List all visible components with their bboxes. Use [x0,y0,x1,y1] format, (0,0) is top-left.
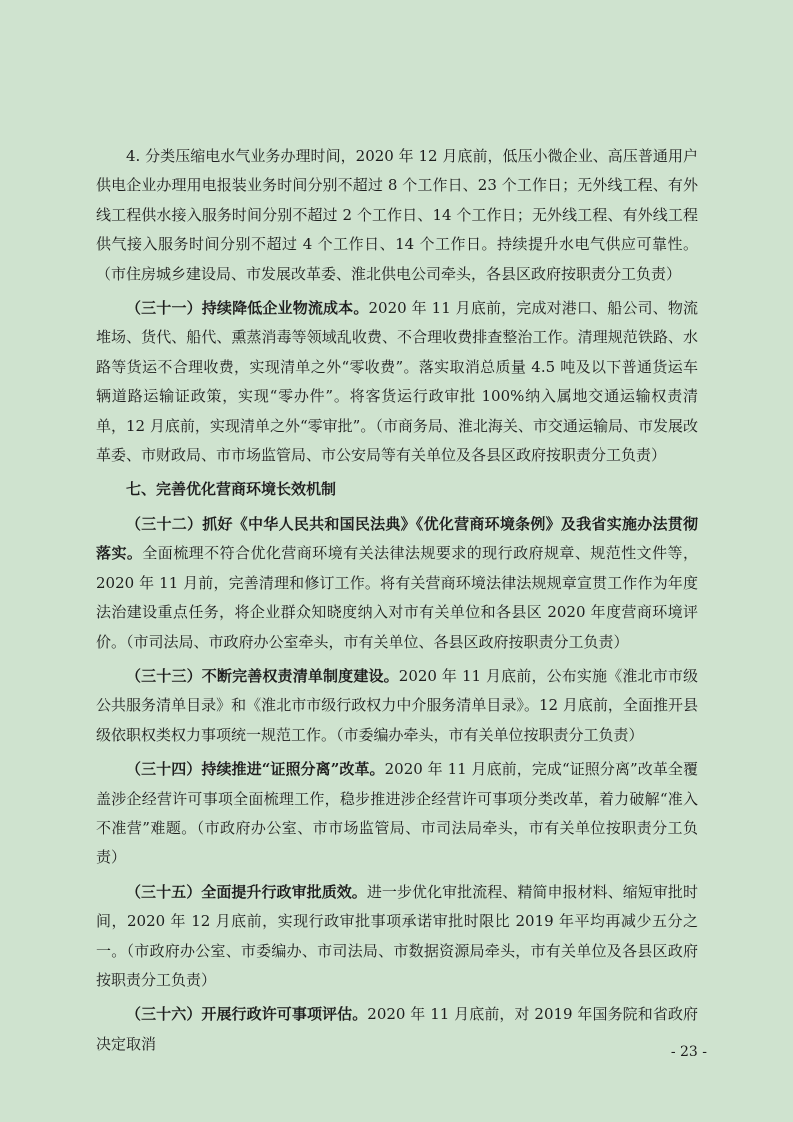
page-number: - 23 - [670,1044,707,1060]
paragraph-lead: （三十五）全面提升行政审批质效。 [126,882,367,901]
paragraph-lead: （三十四）持续推进“证照分离”改革。 [126,760,385,779]
paragraph-lead: （三十六）开展行政许可事项评估。 [126,1005,368,1024]
paragraph-lead: （三十一）持续降低企业物流成本。 [126,299,369,318]
paragraph-item-4 [96,142,698,289]
paragraph-34 [96,755,698,873]
paragraph-32 [96,510,698,657]
document-body [96,142,698,1059]
paragraph-31 [96,294,698,470]
paragraph-text: 2020 年 11 月底前，公布实施《淮北市市级公共服务清单目录》和《淮北市市级行政权力中介服务清单目录》。12 月底前，全面推开县级依职权类权力事项统一规范工作。（市委编办牵头，市有关单位按职责分工负责） [96,666,698,744]
paragraph-lead: （三十二）抓好《中华人民共和国民法典》《优化营商环境条例》及我省实施办法贯彻落实。 [96,514,698,563]
paragraph-35 [96,878,698,996]
paragraph-text: 全面梳理不符合优化营商环境有关法律法规要求的现行政府规章、规范性文件等，2020 年 11 月前，完善清理和修订工作。将有关营商环境法律法规规章宣贯工作作为年度法治建设重点任务，将企业群众知晓度纳入对市有关单位和各县区 2020 年度营商环境评价。（市司法局、市政府办公室牵头，市有关单位、各县区政府按职责分工负责） [96,544,698,651]
paragraph-text: 2020 年 11 月底前，对 2019 年国务院和省政府决定取消 [96,1005,698,1053]
paragraph-text: 进一步优化审批流程、精简申报材料、缩短审批时间，2020 年 12 月底前，实现行政审批事项承诺审批时限比 2019 年平均再减少五分之一。（市政府办公室、市委编办、市司法局、市数据资源局牵头，市有关单位及各县区政府按职责分工负责） [96,882,698,989]
paragraph-text: 2020 年 11 月底前，完成“证照分离”改革全覆盖涉企经营许可事项全面梳理工作，稳步推进涉企经营许可事项分类改革，着力破解“准入不准营”难题。（市政府办公室、市市场监管局、市司法局牵头，市有关单位按职责分工负责） [96,760,698,867]
paragraph-33 [96,662,698,750]
paragraph-text: 2020 年 11 月底前，完成对港口、船公司、物流堆场、货代、船代、熏蒸消毒等领域乱收费、不合理收费排查整治工作。清理规范铁路、水路等货运不合理收费，实现清单之外“零收费”。落实取消总质量 4.5 吨及以下普通货运车辆道路运输证政策，实现“零办件”。将客货运行政审批 100%纳入属地交通运输权责清单，12 月底前，实现清单之外“零审批”。（市商务局、淮北海关、市交通运输局、市发展改革委、市财政局、市市场监管局、市公安局等有关单位及各县区政府按职责分工负责） [96,299,698,465]
paragraph-lead: （三十三）不断完善权责清单制度建设。 [126,666,399,685]
paragraph-36 [96,1000,698,1059]
paragraph-text: 4. 分类压缩电水气业务办理时间，2020 年 12 月底前，低压小微企业、高压普通用户供电企业办理用电报装业务时间分别不超过 8 个工作日、23 个工作日；无外线工程、有外线工程供水接入服务时间分别不超过 2 个工作日、14 个工作日；无外线工程、有外线工程供气接入服务时间分别不超过 4 个工作日、14 个工作日。持续提升水电气供应可靠性。（市住房城乡建设局、市发展改革委、淮北供电公司牵头，各县区政府按职责分工负责） [96,147,698,283]
section-heading-7: 七、完善优化营商环境长效机制 [126,480,337,499]
